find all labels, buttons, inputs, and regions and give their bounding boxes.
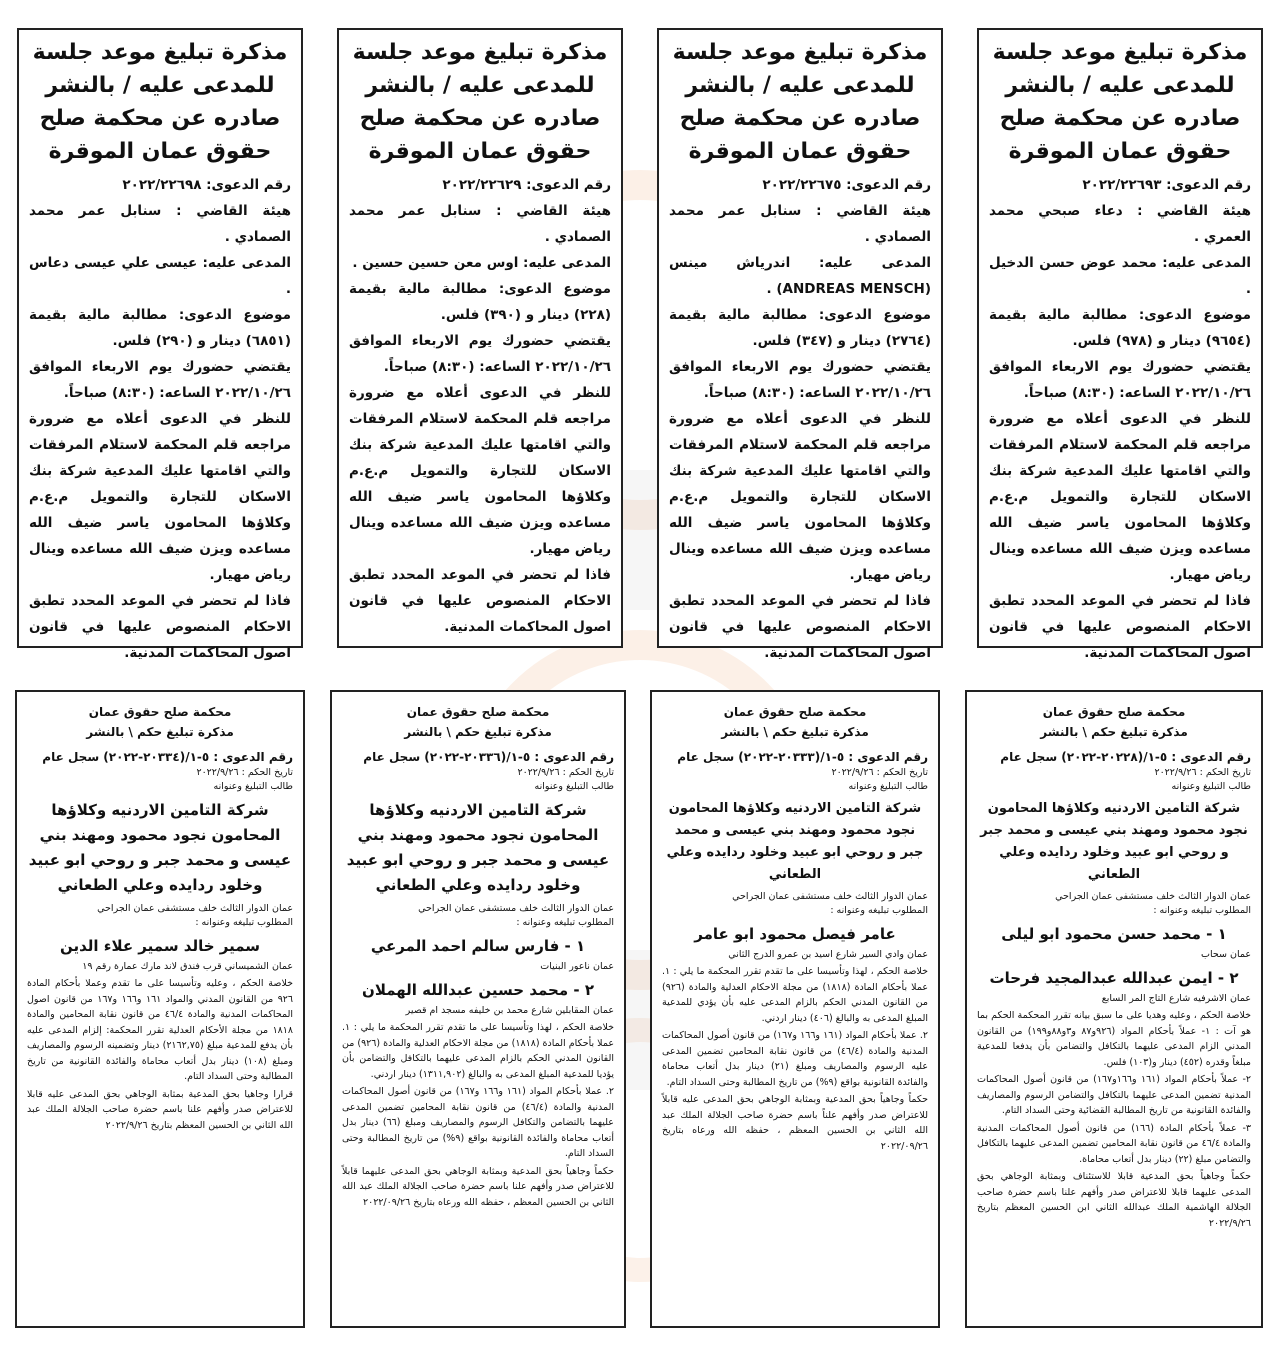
case-number: رقم الدعوى : ٥-١/(٢٠٣٣٦-٢٠٢٢) سجل عام [363, 750, 614, 764]
case-number: رقم الدعوى : ٥-١/(٢٠٢٢٨-٢٠٢٢) سجل عام [1000, 750, 1251, 764]
judgment-clause: ٢. عملا بأحكام المواد (١٦١ و١٦٦ و١٦٧) من قانون أصول المحاكمات المدنية والمادة (٤٦/٤) من قانون نقابة المحامين تضمين المدعى عليه الرسوم والمصاريف ومبلغ (٢١) دينار بدل أتعاب محاماة والفائدة القانونية بواقع (٩%) من تاريخ المطالبة وحتى السداد التام. [662, 1030, 929, 1088]
requester-label: طالب التبليغ وعنوانه [1171, 781, 1251, 792]
notice-body: للنظر في الدعوى أعلاه مع ضرورة مراجعه قلم المحكمة لاستلام المرفقات والتي اقامتها عليك المدعية شركة بنك الاسكان للتجارة والتمويل م.ع.م وكلاؤها المحامون ياسر ضيف الله مساعده ويزن ضيف الله مساعده وينال رياض مهيار. [669, 411, 931, 583]
judgment-verdict: حكماً وجاهياً بحق المدعية وبمثابة الوجاهي بحق المدعى عليهما قابلاً للاعتراض صدر وأفهم علنا باسم حضرة صاحب الجلالة الملك عبد الله الثاني بن الحسين المعظم ، حفظه الله ورعاه بتاريخ ٢٠٢٢/٠٩/٢٦ [342, 1165, 614, 1208]
claim-subject: موضوع الدعوى: مطالبة مالية بقيمة (٩٦٥٤) دينار و (٩٧٨) فلس. [989, 307, 1251, 349]
judgment-verdict: قرارا وجاهيا بحق المدعية بمثابة الوجاهي بحق المدعى عليه قابلا للاعتراض صدر وأفهم علنا باسم حضرة صاحب الجلالة الملك عبد الله الثاني بن الحسين المعظم بتاريخ ٢٠٢٢/٩/٢٦ [27, 1088, 293, 1131]
case-number: رقم الدعوى: ٢٠٢٢/٢٢٦٩٨ [122, 177, 291, 193]
hearing-notice-1 [977, 28, 1263, 661]
defendant: المدعى عليه: عيسى علي عيسى دعاس . [29, 255, 291, 297]
judge: هيئة القاضي : سنابل عمر محمد الصمادي . [669, 203, 931, 245]
judgment-notice-1 [965, 690, 1263, 1328]
judgment-date: تاريخ الحكم : ٢٠٢٢/٩/٢٦ [196, 767, 293, 778]
hearing-date: يقتضي حضورك يوم الاربعاء الموافق ٢٠٢٢/١٠/٢٦ الساعه: (٨:٣٠) صباحاً. [29, 359, 291, 401]
notice-subtitle: مذكرة تبليغ حكم \ بالنشر [721, 725, 869, 739]
plaintiff-party: شركة التامين الاردنيه وكلاؤها المحامون نجود محمود ومهند بني عيسى و محمد جبر و روحي ابو عبيد وخلود ردايده وعلي الطعاني [980, 801, 1248, 882]
notice-title: مذكرة تبليغ موعد جلسة للمدعى عليه / بالنشر صادره عن محكمة صلح حقوق عمان الموقرة [32, 40, 288, 164]
judge: هيئة القاضي : دعاء صبحي محمد العمري . [989, 203, 1251, 245]
plaintiff-address: عمان الدوار الثالث خلف مستشفى عمان الجراحي [1055, 891, 1251, 902]
judgment-date: تاريخ الحكم : ٢٠٢٢/٩/٢٦ [517, 767, 614, 778]
defendant-address: عمان سحاب [1201, 949, 1251, 960]
plaintiff-address: عمان الدوار الثالث خلف مستشفى عمان الجراحي [97, 903, 293, 914]
claim-subject: موضوع الدعوى: مطالبة مالية بقيمة (٢٢٨) دينار و (٣٩٠) فلس. [349, 281, 611, 323]
notice-body: للنظر في الدعوى أعلاه مع ضرورة مراجعه قلم المحكمة لاستلام المرفقات والتي اقامتها عليك المدعية شركة بنك الاسكان للتجارة والتمويل م.ع.م وكلاؤها المحامون ياسر ضيف الله مساعده ويزن ضيف الله مساعده وينال رياض مهيار. [349, 385, 611, 557]
defendant: المدعى عليه: محمد عوض حسن الدخيل . [989, 255, 1251, 297]
case-number: رقم الدعوى : ٥-١/(٢٠٣٣٤-٢٠٢٢) سجل عام [42, 750, 293, 764]
court-name: محكمة صلح حقوق عمان [723, 705, 867, 719]
judgment-notice-2 [650, 690, 940, 1328]
defendant-name: ١ - محمد حسن محمود ابو ليلى [1001, 925, 1227, 943]
notice-title: مذكرة تبليغ موعد جلسة للمدعى عليه / بالنشر صادره عن محكمة صلح حقوق عمان الموقرة [992, 40, 1248, 164]
case-number: رقم الدعوى: ٢٠٢٢/٢٢٦٧٥ [762, 177, 931, 193]
notice-body: للنظر في الدعوى أعلاه مع ضرورة مراجعه قلم المحكمة لاستلام المرفقات والتي اقامتها عليك المدعية شركة بنك الاسكان للتجارة والتمويل م.ع.م وكلاؤها المحامون ياسر ضيف الله مساعده ويزن ضيف الله مساعده وينال رياض مهيار. [989, 411, 1251, 583]
requester-label: طالب التبليغ وعنوانه [213, 781, 293, 792]
requester-label: طالب التبليغ وعنوانه [848, 781, 928, 792]
court-name: محكمة صلح حقوق عمان [88, 705, 232, 719]
hearing-notice-3 [337, 28, 623, 648]
case-number: رقم الدعوى: ٢٠٢٢/٢٢٦٢٩ [442, 177, 611, 193]
defendant-label: المطلوب تبليغه وعنوانه : [516, 917, 614, 928]
plaintiff-party: شركة التامين الاردنيه وكلاؤها المحامون نجود محمود ومهند بني عيسى و محمد جبر و روحي ابو عبيد وخلود ردايده وعلي الطعاني [666, 801, 924, 882]
defendant-name: سمير خالد سمير علاء الدين [59, 937, 261, 955]
defendant-address: عمان وادي السير شارع اسيد بن عمرو الدرج الثاني [728, 949, 928, 960]
claim-subject: موضوع الدعوى: مطالبة مالية بقيمة (٦٨٥١) دينار و (٢٩٠) فلس. [29, 307, 291, 349]
notice-title: مذكرة تبليغ موعد جلسة للمدعى عليه / بالنشر صادره عن محكمة صلح حقوق عمان الموقرة [352, 40, 608, 164]
judgment-clause: ٣- عملاً بأحكام المادة (١٦٦) من قانون أصول المحاكمات المدنية والمادة ٤٦/٤ من قانون نقابة المحامين تضمين المدعى عليهما بالتكافل والتضامن مبلغ (٢٢) دينار بدل أتعاب محاماة. [977, 1122, 1251, 1165]
hearing-date: يقتضي حضورك يوم الاربعاء الموافق ٢٠٢٢/١٠/٢٦ الساعه: (٨:٣٠) صباحاً. [669, 359, 931, 401]
notice-warning: فاذا لم تحضر في الموعد المحدد تطبق الاحكام المنصوص عليها في قانون اصول المحاكمات المدنية. [29, 593, 291, 661]
judgment-clause: ٢- عملاً بأحكام المواد (١٦١ و١٦٦و١٦٧) من قانون أصول المحاكمات المدنية تضمين المدعى عليهما بالتكافل والتضامن الرسوم والمصاريف والفائدة القانونية من تاريخ المطالبة القضائية وحتى السداد التام. [977, 1074, 1251, 1116]
notice-warning: فاذا لم تحضر في الموعد المحدد تطبق الاحكام المنصوص عليها في قانون اصول المحاكمات المدنية. [669, 593, 931, 661]
defendant-label: المطلوب تبليغه وعنوانه : [1153, 905, 1251, 916]
judgment-verdict: حكماً وجاهياً بحق المدعية قابلا للاستئناف وبمثابة الوجاهي بحق المدعى عليهما قابلا للاعتراض صدر وأفهم علنا باسم حضرة صاحب الجلالة الهاشمية الملك عبدالله الثاني ابن الحسين المعظم بتاريخ ٢٠٢٢/٩/٢٦ [977, 1171, 1251, 1229]
defendant-address: عمان الشميساني قرب فندق لاند مارك عمارة رقم ١٩ [82, 961, 293, 972]
plaintiff-party: شركة التامين الاردنيه وكلاؤها المحامون نجود محمود ومهند بني عيسى و محمد جبر و روحي ابو عبيد وخلود ردايده وعلي الطعاني [346, 801, 610, 894]
hearing-notice-4 [17, 28, 303, 661]
requester-label: طالب التبليغ وعنوانه [534, 781, 614, 792]
court-name: محكمة صلح حقوق عمان [1042, 705, 1186, 719]
hearing-date: يقتضي حضورك يوم الاربعاء الموافق ٢٠٢٢/١٠/٢٦ الساعه: (٨:٣٠) صباحاً. [989, 359, 1251, 401]
judgment-summary: خلاصة الحكم ، لهذا وتأسيسا على ما تقدم تقرر المحكمة ما يلي : ١. عملا بأحكام المادة (١٨١٨) من مجلة الاحكام العدلية والمادة (٩٢٦) من القانون المدني الحكم بالزام المدعى عليهما بالتكافل والتضامن بأن يؤديا للمدعية المبلغ المدعى به والبالغ (١٣١١,٩٠٢) دينار اردني. [342, 1022, 615, 1080]
defendant: المدعى عليه: اوس معن حسين حسين . [352, 255, 611, 271]
court-name: محكمة صلح حقوق عمان [406, 705, 550, 719]
judgment-summary: خلاصة الحكم ، لهذا وتأسيسا على ما تقدم تقرر المحكمة ما يلي : ١. عملا بأحكام المادة (١٨١٨) من مجلة الاحكام العدلية والمادة (٩٢٦) من القانون المدني الحكم بالزام المدعى عليه بأن يؤدي للمدعية المبلغ المدعى به والبالغ (٤٠٦) دينار اردني. [662, 966, 928, 1024]
hearing-notice-2 [657, 28, 943, 661]
defendant-label: المطلوب تبليغه وعنوانه : [195, 917, 293, 928]
judgment-verdict: حكماً وجاهياً بحق المدعية وبمثابة الوجاهي بحق المدعى عليه قابلاً للاعتراض صدر وأفهم علناً باسم حضرة صاحب الجلالة الملك عبد الله الثاني بن الحسين المعظم ، حفظه الله ورعاه بتاريخ ٢٠٢٢/٠٩/٢٦ [662, 1094, 928, 1152]
defendant-name: ١ - فارس سالم احمد المرعي [370, 937, 586, 955]
defendant: المدعى عليه: اندرياش مينس (ANDREAS MENSCH) . [669, 255, 931, 297]
judgment-date: تاريخ الحكم : ٢٠٢٢/٩/٢٦ [831, 767, 928, 778]
plaintiff-address: عمان الدوار الثالث خلف مستشفى عمان الجراحي [732, 891, 928, 902]
judge: هيئة القاضي : سنابل عمر محمد الصمادي . [349, 203, 611, 245]
judgment-summary: خلاصة الحكم ، وعليه وتأسيسا على ما تقدم وعملا بأحكام المادة ٩٢٦ من القانون المدني والمواد ١٦١ و١٦٦ و١٦٧ من قانون اصول المحاكمات المدنية والمادة ٤٦/٤ من قانون نقابة المحامين والمادة ١٨١٨ من مجلة الأحكام العدلية تقرر المحكمة: إلزام المدعى عليه بأن يدفع للمدعية مبلغ (٢١٦٢,٧٥) دينار وتضمينه الرسوم والمصاريف ومبلغ (١٠٨) دينار بدل أتعاب محاماة والفائدة القانونية من تاريخ المطالبة وحتى السداد التام. [27, 978, 293, 1082]
defendant-address: عمان ناعور البنيات [540, 961, 614, 972]
defendant-address: عمان المقابلين شارع محمد بن خليفه مسجد ام قصير [405, 1005, 614, 1016]
judgment-notice-3 [330, 690, 626, 1328]
notice-subtitle: مذكرة تبليغ حكم \ بالنشر [1040, 725, 1188, 739]
notice-title: مذكرة تبليغ موعد جلسة للمدعى عليه / بالنشر صادره عن محكمة صلح حقوق عمان الموقرة [672, 40, 928, 164]
defendant-label: المطلوب تبليغه وعنوانه : [830, 905, 928, 916]
defendant-address: عمان الاشرفيه شارع التاج المر السابع [1101, 993, 1251, 1004]
plaintiff-party: شركة التامين الاردنيه وكلاؤها المحامون نجود محمود ومهند بني عيسى و محمد جبر و روحي ابو عبيد وخلود ردايده وعلي الطعاني [28, 801, 292, 894]
notice-subtitle: مذكرة تبليغ حكم \ بالنشر [86, 725, 234, 739]
judgment-clause: ٢. عملا بأحكام المواد (١٦١ و١٦٦ و١٦٧) من قانون أصول المحاكمات المدنية والمادة (٤٦/٤) من قانون نقابة المحامين تضمين المدعى عليهما بالتضامن والتكافل الرسوم والمصاريف ومبلغ (٦٦) دينار بدل أتعاب محاماة والفائدة القانونية بواقع (٩%) من تاريخ المطالبة وحتى السداد التام. [342, 1086, 614, 1159]
judge: هيئة القاضي : سنابل عمر محمد الصمادي . [29, 203, 291, 245]
defendant-name: ٢ - محمد حسين عبدالله الهملان [362, 981, 594, 999]
plaintiff-address: عمان الدوار الثالث خلف مستشفى عمان الجراحي [418, 903, 614, 914]
notice-warning: فاذا لم تحضر في الموعد المحدد تطبق الاحكام المنصوص عليها في قانون اصول المحاكمات المدنية. [989, 593, 1251, 661]
defendant-name: عامر فيصل محمود ابو عامر [694, 925, 896, 943]
hearing-date: يقتضي حضورك يوم الاربعاء الموافق ٢٠٢٢/١٠/٢٦ الساعه: (٨:٣٠) صباحاً. [349, 333, 611, 375]
judgment-notice-4 [15, 690, 305, 1328]
judgment-summary: خلاصة الحكم ، وعليه وهديا على ما سبق بيانه تقرر المحكمة الحكم بما هو آت : ١- عملاً بأحكام المواد (٩٢٦و٨٧ و٣و٨٨و١٩٩) من القانون المدني الزام المدعى عليهما بالتكافل والتضامن بأن يدفعا للمدعية مبلغاً وقدره (٤٥٢) دينار و(١٠٣) فلس. [977, 1010, 1251, 1068]
notice-subtitle: مذكرة تبليغ حكم \ بالنشر [404, 725, 552, 739]
case-number: رقم الدعوى: ٢٠٢٢/٢٢٦٩٣ [1082, 177, 1251, 193]
claim-subject: موضوع الدعوى: مطالبة مالية بقيمة (٢٧٦٤) دينار و (٣٤٧) فلس. [669, 307, 931, 349]
judgment-date: تاريخ الحكم : ٢٠٢٢/٩/٢٦ [1154, 767, 1251, 778]
case-number: رقم الدعوى : ٥-١/(٢٠٣٣٣-٢٠٢٢) سجل عام [677, 750, 928, 764]
notice-body: للنظر في الدعوى أعلاه مع ضرورة مراجعه قلم المحكمة لاستلام المرفقات والتي اقامتها عليك المدعية شركة بنك الاسكان للتجارة والتمويل م.ع.م وكلاؤها المحامون ياسر ضيف الله مساعده ويزن ضيف الله مساعده وينال رياض مهيار. [29, 411, 291, 583]
defendant-name: ٢ - ايمن عبدالله عبدالمجيد فرحات [989, 969, 1239, 987]
notice-warning: فاذا لم تحضر في الموعد المحدد تطبق الاحكام المنصوص عليها في قانون اصول المحاكمات المدنية. [349, 567, 611, 635]
